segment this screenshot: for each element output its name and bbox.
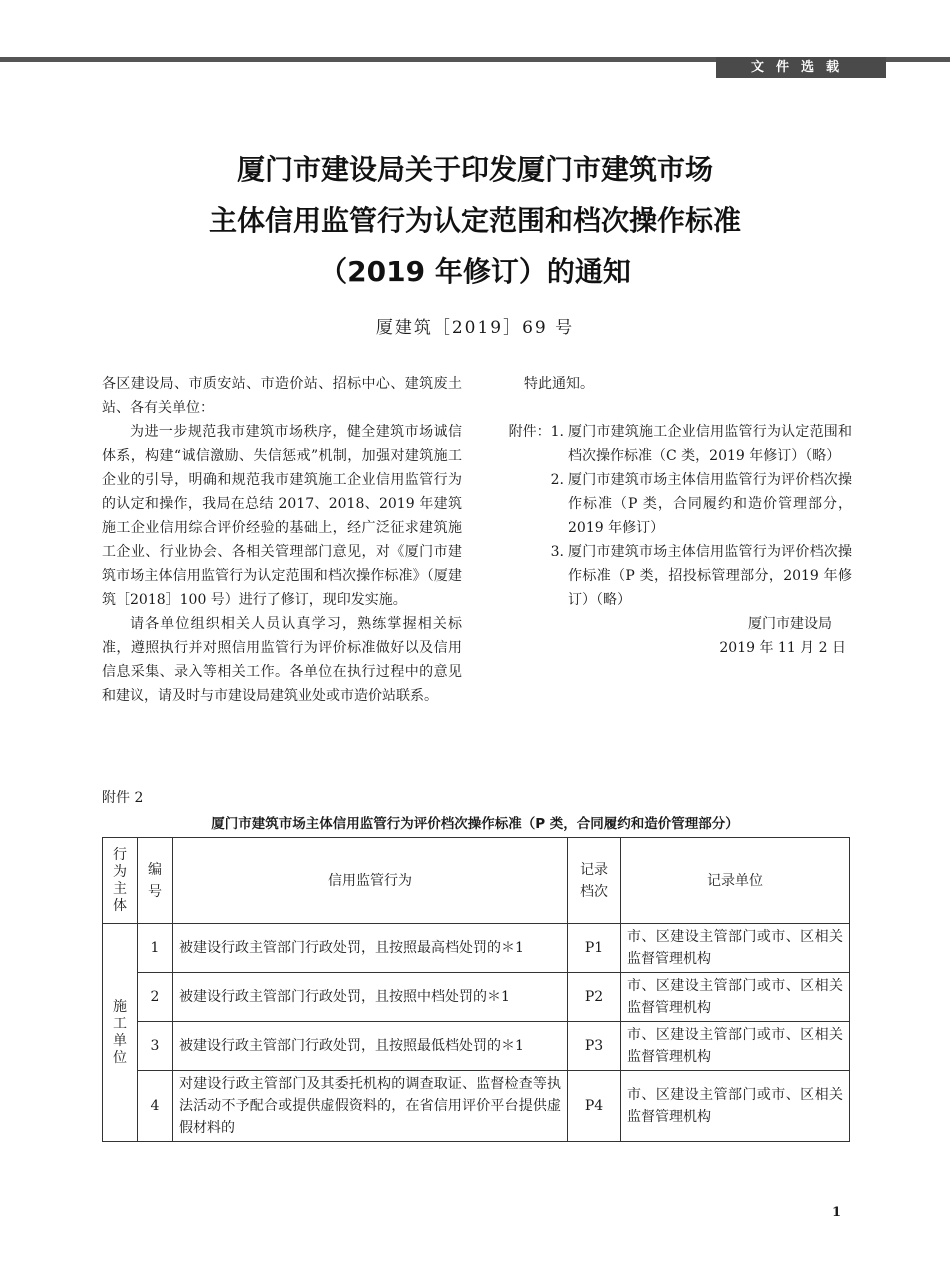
row-number: 4 [138, 1071, 173, 1142]
appendix-label: 附件 2 [102, 790, 144, 806]
row-behavior: 被建设行政主管部门行政处罚，且按照最高档处罚的＊1 [173, 924, 568, 973]
row-number: 2 [138, 973, 173, 1022]
right-column [496, 372, 852, 660]
row-grade: P3 [568, 1022, 621, 1071]
document-number: 厦建筑［2019］69 号 [375, 318, 575, 338]
attachment-number: 2. [550, 472, 564, 488]
row-number: 3 [138, 1022, 173, 1071]
attachment-number: 3. [550, 544, 564, 560]
table-header-row [103, 838, 850, 924]
table-row [103, 1071, 850, 1142]
row-unit: 市、区建设主管部门或市、区相关监督管理机构 [621, 1022, 850, 1071]
recipients: 各区建设局、市质安站、市造价站、招标中心、建筑废土站、各有关单位： [102, 376, 462, 416]
attachment-item [496, 468, 852, 540]
page-number: 1 [832, 1205, 842, 1220]
attachment-text: 厦门市建筑市场主体信用监管行为评价档次操作标准（P 类，招投标管理部分，2019 年修订）（略） [568, 544, 852, 608]
header-number: 编号 [138, 838, 173, 924]
row-grade: P2 [568, 973, 621, 1022]
row-grade: P4 [568, 1071, 621, 1142]
attachment-lead: 附件： [508, 424, 551, 440]
table-row [103, 973, 850, 1022]
attachment-item [496, 540, 852, 612]
title-line-3: （2019 年修订）的通知 [319, 255, 631, 288]
paragraph-2: 请各单位组织相关人员认真学习，熟练掌握相关标准，遵照执行并对照信用监管行为评价标准做好以及信用信息采集、录入等相关工作。各单位在执行过程中的意见和建议，请及时与市建设局建筑业处或市造价站联系。 [102, 616, 462, 704]
row-unit: 市、区建设主管部门或市、区相关监督管理机构 [621, 1071, 850, 1142]
paragraph-1: 为进一步规范我市建筑市场秩序，健全建筑市场诚信体系，构建“诚信激励、失信惩戒”机制，加强对建筑施工企业的引导，明确和规范我市建筑施工企业信用监管行为的认定和操作，我局在总结 2017、2018、2019 年建筑施工企业信用综合评价经验的基础上，经广泛征求建筑施工企业、行业协会、各相关管理部门意见，对《厦门市建筑市场主体信用监管行为认定范围和档次操作标准》（厦建筑［2018］100 号）进行了修订，现印发实施。 [102, 424, 462, 608]
row-unit: 市、区建设主管部门或市、区相关监督管理机构 [621, 924, 850, 973]
attachment-item [496, 420, 852, 468]
row-number: 1 [138, 924, 173, 973]
attachment-text: 厦门市建筑施工企业信用监管行为认定范围和档次操作标准（C 类，2019 年修订）（略） [568, 424, 852, 464]
attachment-text: 厦门市建筑市场主体信用监管行为评价档次操作标准（P 类，合同履约和造价管理部分，2019 年修订） [568, 472, 852, 536]
closing: 特此通知。 [524, 376, 594, 392]
standards-table [102, 837, 850, 1142]
table-row [103, 1022, 850, 1071]
subject-cell: 施 工 单 位 [103, 924, 138, 1142]
signature-org: 厦门市建设局 [748, 616, 832, 632]
table-title: 厦门市建筑市场主体信用监管行为评价档次操作标准（P 类，合同履约和造价管理部分） [211, 816, 739, 832]
attachment-number: 1. [550, 424, 564, 440]
header-behavior: 信用监管行为 [173, 838, 568, 924]
row-behavior: 对建设行政主管部门及其委托机构的调查取证、监督检查等执法活动不予配合或提供虚假资料的，在省信用评价平台提供虚假材料的 [173, 1071, 568, 1142]
header-subject: 行 为 主 体 [103, 838, 138, 924]
title-line-1: 厦门市建设局关于印发厦门市建筑市场 [236, 153, 713, 186]
row-behavior: 被建设行政主管部门行政处罚，且按照最低档处罚的＊1 [173, 1022, 568, 1071]
table-row [103, 924, 850, 973]
row-behavior: 被建设行政主管部门行政处罚，且按照中档处罚的＊1 [173, 973, 568, 1022]
section-tag: 文件选载 [716, 57, 886, 78]
left-column [102, 372, 462, 708]
title-line-2: 主体信用监管行为认定范围和档次操作标准 [208, 204, 741, 237]
header-unit: 记录单位 [621, 838, 850, 924]
row-grade: P1 [568, 924, 621, 973]
header-grade: 记录 档次 [568, 838, 621, 924]
row-unit: 市、区建设主管部门或市、区相关监督管理机构 [621, 973, 850, 1022]
signature-date: 2019 年 11 月 2 日 [719, 640, 846, 656]
